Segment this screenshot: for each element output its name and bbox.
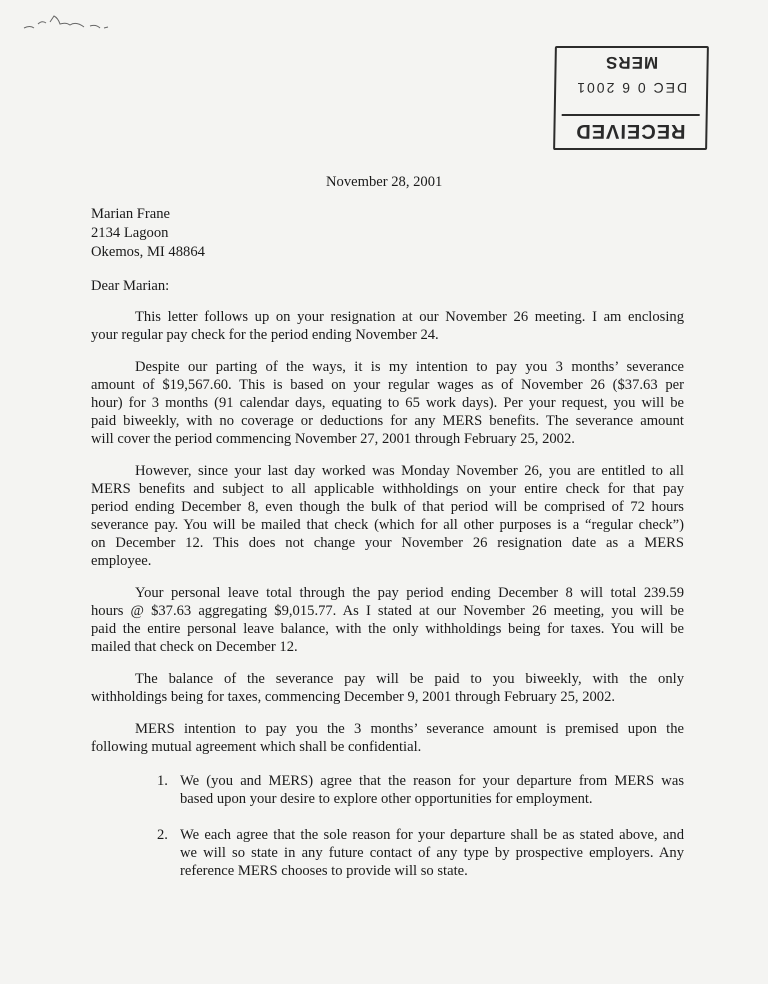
stamp-organization: MERS bbox=[604, 53, 659, 72]
recipient-street: 2134 Lagoon bbox=[91, 225, 169, 241]
paragraph-3-line-4: severance pay. You will be mailed that check (which for all other purposes is a “regular check”) bbox=[91, 517, 684, 533]
salutation: Dear Marian: bbox=[91, 278, 170, 294]
item-2-line-1: We each agree that the sole reason for your departure shall be as stated above, and bbox=[180, 827, 684, 843]
recipient-name: Marian Frane bbox=[91, 206, 171, 222]
paragraph-4-line-4: mailed that check on December 12. bbox=[91, 639, 298, 655]
item-2-number: 2. bbox=[157, 827, 168, 843]
paragraph-6-line-1: MERS intention to pay you the 3 months’ severance amount is premised upon the bbox=[135, 721, 684, 737]
paragraph-4-line-3: paid the entire personal leave balance, with the only withholdings being for taxes. You will be bbox=[91, 621, 684, 637]
item-1-line-1: We (you and MERS) agree that the reason for your departure from MERS was bbox=[180, 773, 684, 789]
item-1-line-2: based upon your desire to explore other opportunities for employment. bbox=[180, 791, 593, 807]
paragraph-1-line-2: your regular pay check for the period ending November 24. bbox=[91, 327, 439, 343]
paragraph-2-line-3: hour) for 3 months (91 calendar days, equating to 65 work days). Per your request, you will be bbox=[91, 395, 684, 411]
paragraph-3-line-5: on December 12. This does not change your November 26 resignation date as a MERS bbox=[91, 535, 684, 551]
item-2-line-2: we will so state in any future contact of any type by prospective employers. Any bbox=[180, 845, 684, 861]
paragraph-3-line-2: MERS benefits and subject to all applicable withholdings on your entire check for that pay bbox=[91, 481, 684, 497]
letter-date: November 28, 2001 bbox=[326, 174, 443, 190]
paragraph-5-line-1: The balance of the severance pay will be paid to you biweekly, with the only bbox=[135, 671, 684, 687]
handwritten-mark bbox=[20, 10, 120, 40]
paragraph-1-line-1: This letter follows up on your resignation at our November 26 meeting. I am enclosing bbox=[135, 309, 684, 325]
stamp-title: RECEIVED bbox=[561, 114, 699, 142]
paragraph-6-line-2: following mutual agreement which shall be confidential. bbox=[91, 739, 422, 755]
paragraph-4-line-2: hours @ $37.63 aggregating $9,015.77. As I stated at our November 26 meeting, you will be bbox=[91, 603, 684, 619]
item-1-number: 1. bbox=[157, 773, 168, 789]
paragraph-2-line-5: will cover the period commencing November 27, 2001 through February 25, 2002. bbox=[91, 431, 575, 447]
paragraph-3-line-3: period ending December 8, even though the bulk of that period will be comprised of 72 hours bbox=[91, 499, 684, 515]
item-2-line-3: reference MERS chooses to provide will so state. bbox=[180, 863, 468, 879]
stamp-date: DEC 0 6 2001 bbox=[575, 80, 688, 96]
paragraph-3-line-1: However, since your last day worked was Monday November 26, you are entitled to all bbox=[135, 463, 684, 479]
paragraph-4-line-1: Your personal leave total through the pay period ending December 8 will total 239.59 bbox=[135, 585, 684, 601]
paragraph-2-line-4: paid biweekly, with no coverage or deductions for any MERS benefits. The severance amount bbox=[91, 413, 684, 429]
paragraph-5-line-2: withholdings being for taxes, commencing December 9, 2001 through February 25, 2002. bbox=[91, 689, 616, 705]
recipient-city: Okemos, MI 48864 bbox=[91, 244, 205, 260]
paragraph-2-line-2: amount of $19,567.60. This is based on your regular wages as of November 26 ($37.63 per bbox=[91, 377, 684, 393]
received-stamp bbox=[553, 46, 709, 150]
paragraph-3-line-6: employee. bbox=[91, 553, 152, 569]
paragraph-2-line-1: Despite our parting of the ways, it is my intention to pay you 3 months’ severance bbox=[135, 359, 684, 375]
